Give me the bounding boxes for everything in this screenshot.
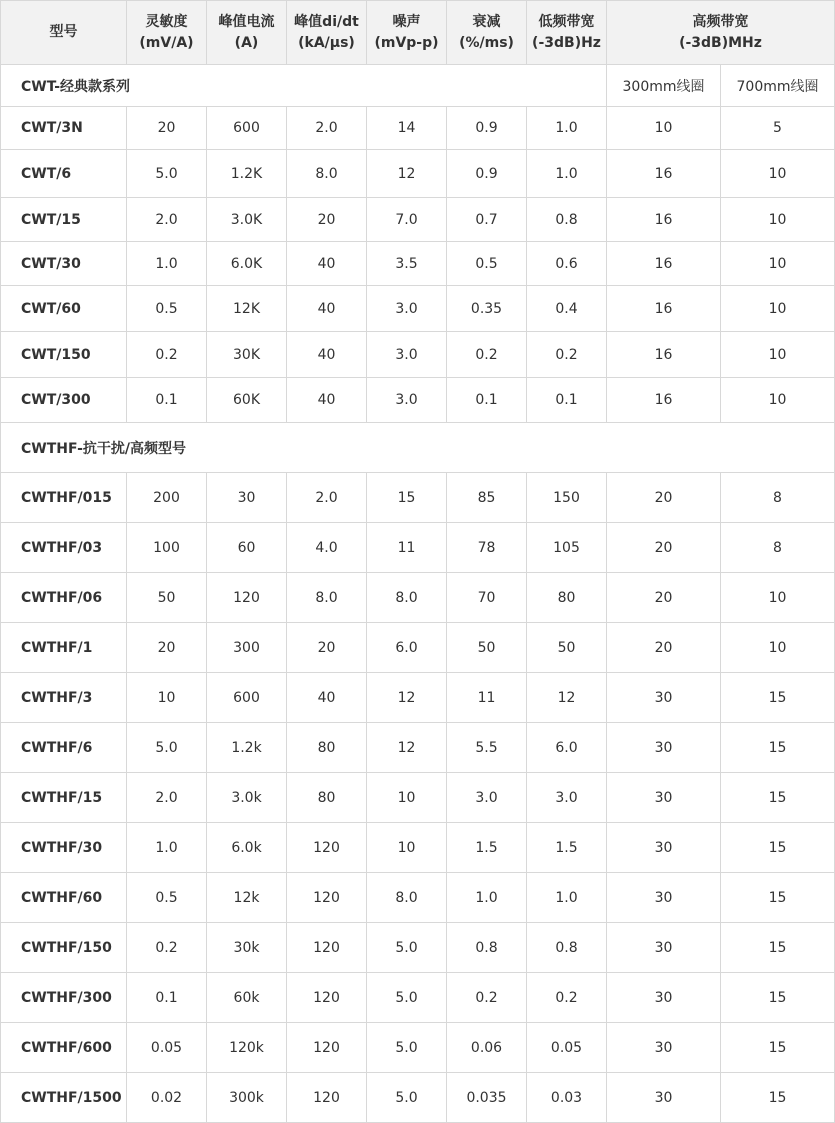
cell-peak-didt: 2.0 (287, 473, 367, 523)
table-row (1, 823, 835, 873)
cell-lf-bandwidth: 0.03 (527, 1073, 607, 1123)
cell-hf-bandwidth-300: 16 (607, 332, 721, 378)
cell-lf-bandwidth: 150 (527, 473, 607, 523)
cell-model: CWTHF/300 (1, 973, 127, 1023)
cell-peak-didt: 120 (287, 873, 367, 923)
cell-droop: 0.8 (447, 923, 527, 973)
header-row (1, 1, 835, 65)
cell-sensitivity: 200 (127, 473, 207, 523)
cell-model: CWTHF/3 (1, 673, 127, 723)
cell-hf-bandwidth-700: 10 (721, 242, 835, 286)
cell-sensitivity: 20 (127, 623, 207, 673)
cell-hf-bandwidth-700: 8 (721, 473, 835, 523)
cell-peak-didt: 40 (287, 378, 367, 423)
cell-sensitivity: 0.1 (127, 973, 207, 1023)
cell-peak-didt: 20 (287, 623, 367, 673)
table-row (1, 523, 835, 573)
cell-lf-bandwidth: 0.2 (527, 332, 607, 378)
cell-peak-current: 60K (207, 378, 287, 423)
cell-lf-bandwidth: 0.8 (527, 198, 607, 242)
section-row (1, 65, 835, 107)
cell-sensitivity: 5.0 (127, 150, 207, 198)
cell-noise: 14 (367, 107, 447, 150)
cell-peak-current: 30 (207, 473, 287, 523)
cell-hf-bandwidth-700: 10 (721, 623, 835, 673)
table-row (1, 1073, 835, 1123)
cell-droop: 0.2 (447, 332, 527, 378)
cell-sensitivity: 100 (127, 523, 207, 573)
cell-peak-current: 30K (207, 332, 287, 378)
cell-hf-bandwidth-300: 16 (607, 198, 721, 242)
cell-peak-didt: 8.0 (287, 573, 367, 623)
cell-model: CWTHF/6 (1, 723, 127, 773)
cell-peak-current: 12k (207, 873, 287, 923)
cell-noise: 12 (367, 673, 447, 723)
cell-hf-bandwidth-300: 30 (607, 823, 721, 873)
cell-droop: 0.035 (447, 1073, 527, 1123)
cell-droop: 0.9 (447, 107, 527, 150)
cell-noise: 10 (367, 823, 447, 873)
cell-hf-bandwidth-700: 15 (721, 1023, 835, 1073)
cell-peak-current: 1.2K (207, 150, 287, 198)
cell-droop: 0.2 (447, 973, 527, 1023)
header-lf-bandwidth: 低频带宽 (-3dB)Hz (527, 1, 607, 65)
cell-hf-bandwidth-300: 20 (607, 473, 721, 523)
cell-hf-bandwidth-300: 30 (607, 973, 721, 1023)
cell-droop: 5.5 (447, 723, 527, 773)
cell-hf-bandwidth-300: 30 (607, 673, 721, 723)
cell-noise: 8.0 (367, 573, 447, 623)
cell-peak-current: 60k (207, 973, 287, 1023)
cell-noise: 6.0 (367, 623, 447, 673)
cell-peak-didt: 20 (287, 198, 367, 242)
cell-hf-bandwidth-700: 15 (721, 673, 835, 723)
cell-peak-current: 300 (207, 623, 287, 673)
cell-noise: 3.0 (367, 378, 447, 423)
cell-droop: 0.06 (447, 1023, 527, 1073)
cell-sensitivity: 5.0 (127, 723, 207, 773)
cell-peak-current: 12K (207, 286, 287, 332)
cell-hf-bandwidth-300: 16 (607, 378, 721, 423)
cell-hf-bandwidth-700: 15 (721, 773, 835, 823)
cell-droop: 0.35 (447, 286, 527, 332)
cell-lf-bandwidth: 1.5 (527, 823, 607, 873)
table-row (1, 286, 835, 332)
cell-lf-bandwidth: 1.0 (527, 150, 607, 198)
cell-hf-bandwidth-700: 15 (721, 1073, 835, 1123)
cell-sensitivity: 50 (127, 573, 207, 623)
cell-noise: 5.0 (367, 1023, 447, 1073)
cell-hf-bandwidth-700: 8 (721, 523, 835, 573)
header-model: 型号 (1, 1, 127, 65)
cell-hf-bandwidth-300: 30 (607, 873, 721, 923)
cell-noise: 5.0 (367, 973, 447, 1023)
cell-peak-didt: 40 (287, 286, 367, 332)
cell-peak-current: 60 (207, 523, 287, 573)
cell-peak-current: 6.0k (207, 823, 287, 873)
section-title: CWTHF-抗干扰/高频型号 (1, 423, 835, 473)
cell-hf-bandwidth-300: 30 (607, 923, 721, 973)
cell-hf-bandwidth-700: 15 (721, 873, 835, 923)
cell-noise: 5.0 (367, 1073, 447, 1123)
cell-model: CWT/30 (1, 242, 127, 286)
cell-peak-current: 30k (207, 923, 287, 973)
cell-model: CWT/15 (1, 198, 127, 242)
cell-sensitivity: 20 (127, 107, 207, 150)
header-peak-didt: 峰值di/dt (kA/µs) (287, 1, 367, 65)
cell-model: CWT/6 (1, 150, 127, 198)
cell-droop: 0.9 (447, 150, 527, 198)
header-sensitivity: 灵敏度 (mV/A) (127, 1, 207, 65)
cell-hf-bandwidth-700: 10 (721, 573, 835, 623)
table-row (1, 378, 835, 423)
cell-hf-bandwidth-700: 5 (721, 107, 835, 150)
table-row (1, 1023, 835, 1073)
cell-peak-current: 600 (207, 673, 287, 723)
cell-sensitivity: 0.1 (127, 378, 207, 423)
cell-lf-bandwidth: 80 (527, 573, 607, 623)
cell-droop: 85 (447, 473, 527, 523)
cell-model: CWT/60 (1, 286, 127, 332)
cell-sensitivity: 0.05 (127, 1023, 207, 1073)
table-row (1, 150, 835, 198)
cell-lf-bandwidth: 0.6 (527, 242, 607, 286)
cell-peak-didt: 40 (287, 242, 367, 286)
cell-hf-bandwidth-300: 30 (607, 1073, 721, 1123)
cell-droop: 0.7 (447, 198, 527, 242)
coil-subheader: 300mm线圈 (607, 65, 721, 107)
cell-lf-bandwidth: 0.8 (527, 923, 607, 973)
cell-droop: 1.0 (447, 873, 527, 923)
cell-lf-bandwidth: 0.1 (527, 378, 607, 423)
table-row (1, 107, 835, 150)
cell-lf-bandwidth: 1.0 (527, 873, 607, 923)
header-noise: 噪声 (mVp-p) (367, 1, 447, 65)
cell-lf-bandwidth: 0.05 (527, 1023, 607, 1073)
cell-hf-bandwidth-300: 30 (607, 723, 721, 773)
cell-model: CWTHF/600 (1, 1023, 127, 1073)
table-row (1, 573, 835, 623)
cell-hf-bandwidth-700: 15 (721, 973, 835, 1023)
cell-hf-bandwidth-700: 15 (721, 723, 835, 773)
cell-peak-didt: 120 (287, 973, 367, 1023)
cell-peak-didt: 8.0 (287, 150, 367, 198)
cell-model: CWTHF/1500 (1, 1073, 127, 1123)
cell-lf-bandwidth: 12 (527, 673, 607, 723)
table-body (1, 65, 835, 1123)
section-row (1, 423, 835, 473)
cell-droop: 70 (447, 573, 527, 623)
cell-lf-bandwidth: 1.0 (527, 107, 607, 150)
cell-peak-current: 1.2k (207, 723, 287, 773)
cell-model: CWTHF/15 (1, 773, 127, 823)
cell-peak-current: 120 (207, 573, 287, 623)
cell-noise: 7.0 (367, 198, 447, 242)
cell-model: CWT/300 (1, 378, 127, 423)
cell-hf-bandwidth-700: 10 (721, 150, 835, 198)
cell-lf-bandwidth: 50 (527, 623, 607, 673)
cell-droop: 11 (447, 673, 527, 723)
cell-lf-bandwidth: 6.0 (527, 723, 607, 773)
cell-hf-bandwidth-700: 10 (721, 378, 835, 423)
cell-model: CWTHF/015 (1, 473, 127, 523)
cell-hf-bandwidth-700: 10 (721, 332, 835, 378)
table-row (1, 198, 835, 242)
cell-noise: 3.5 (367, 242, 447, 286)
cell-model: CWTHF/30 (1, 823, 127, 873)
cell-hf-bandwidth-300: 30 (607, 773, 721, 823)
cell-hf-bandwidth-700: 15 (721, 823, 835, 873)
cell-lf-bandwidth: 105 (527, 523, 607, 573)
cell-sensitivity: 0.5 (127, 873, 207, 923)
cell-hf-bandwidth-300: 16 (607, 150, 721, 198)
cell-noise: 12 (367, 723, 447, 773)
cell-peak-didt: 120 (287, 823, 367, 873)
cell-hf-bandwidth-300: 16 (607, 286, 721, 332)
table-row (1, 923, 835, 973)
cell-peak-didt: 40 (287, 673, 367, 723)
cell-peak-current: 600 (207, 107, 287, 150)
table-row (1, 673, 835, 723)
cell-noise: 10 (367, 773, 447, 823)
cell-hf-bandwidth-300: 20 (607, 523, 721, 573)
cell-droop: 1.5 (447, 823, 527, 873)
cell-hf-bandwidth-300: 20 (607, 623, 721, 673)
cell-droop: 3.0 (447, 773, 527, 823)
cell-sensitivity: 2.0 (127, 198, 207, 242)
cell-peak-current: 3.0k (207, 773, 287, 823)
cell-peak-current: 6.0K (207, 242, 287, 286)
cell-peak-current: 120k (207, 1023, 287, 1073)
table-row (1, 473, 835, 523)
cell-sensitivity: 0.02 (127, 1073, 207, 1123)
cell-noise: 12 (367, 150, 447, 198)
cell-droop: 50 (447, 623, 527, 673)
section-title: CWT-经典款系列 (1, 65, 607, 107)
header-hf-bandwidth: 高频带宽 (-3dB)MHz (607, 1, 835, 65)
cell-model: CWTHF/150 (1, 923, 127, 973)
cell-peak-didt: 120 (287, 1023, 367, 1073)
cell-model: CWTHF/1 (1, 623, 127, 673)
cell-peak-current: 3.0K (207, 198, 287, 242)
cell-peak-didt: 120 (287, 1073, 367, 1123)
cell-sensitivity: 1.0 (127, 823, 207, 873)
cell-model: CWTHF/06 (1, 573, 127, 623)
cell-peak-didt: 2.0 (287, 107, 367, 150)
cell-sensitivity: 10 (127, 673, 207, 723)
cell-hf-bandwidth-300: 20 (607, 573, 721, 623)
cell-peak-didt: 120 (287, 923, 367, 973)
table-row (1, 332, 835, 378)
cell-hf-bandwidth-300: 10 (607, 107, 721, 150)
cell-peak-current: 300k (207, 1073, 287, 1123)
cell-droop: 0.1 (447, 378, 527, 423)
cell-lf-bandwidth: 3.0 (527, 773, 607, 823)
cell-droop: 0.5 (447, 242, 527, 286)
cell-peak-didt: 80 (287, 773, 367, 823)
cell-noise: 3.0 (367, 286, 447, 332)
cell-sensitivity: 0.2 (127, 332, 207, 378)
cell-model: CWTHF/60 (1, 873, 127, 923)
cell-model: CWTHF/03 (1, 523, 127, 573)
cell-noise: 5.0 (367, 923, 447, 973)
cell-noise: 11 (367, 523, 447, 573)
cell-noise: 8.0 (367, 873, 447, 923)
table-row (1, 242, 835, 286)
cell-sensitivity: 0.5 (127, 286, 207, 332)
cell-sensitivity: 2.0 (127, 773, 207, 823)
coil-subheader: 700mm线圈 (721, 65, 835, 107)
cell-lf-bandwidth: 0.2 (527, 973, 607, 1023)
cell-hf-bandwidth-700: 10 (721, 286, 835, 332)
cell-hf-bandwidth-300: 30 (607, 1023, 721, 1073)
table-row (1, 723, 835, 773)
cell-sensitivity: 0.2 (127, 923, 207, 973)
table-row (1, 773, 835, 823)
cell-hf-bandwidth-300: 16 (607, 242, 721, 286)
cell-peak-didt: 4.0 (287, 523, 367, 573)
cell-hf-bandwidth-700: 10 (721, 198, 835, 242)
cell-model: CWT/3N (1, 107, 127, 150)
table-row (1, 973, 835, 1023)
cell-model: CWT/150 (1, 332, 127, 378)
table-row (1, 873, 835, 923)
cell-peak-didt: 40 (287, 332, 367, 378)
table-row (1, 623, 835, 673)
cell-noise: 15 (367, 473, 447, 523)
cell-hf-bandwidth-700: 15 (721, 923, 835, 973)
cell-droop: 78 (447, 523, 527, 573)
cell-peak-didt: 80 (287, 723, 367, 773)
header-peak-current: 峰值电流 (A) (207, 1, 287, 65)
cell-lf-bandwidth: 0.4 (527, 286, 607, 332)
cell-sensitivity: 1.0 (127, 242, 207, 286)
header-droop: 衰减 (%/ms) (447, 1, 527, 65)
cell-noise: 3.0 (367, 332, 447, 378)
